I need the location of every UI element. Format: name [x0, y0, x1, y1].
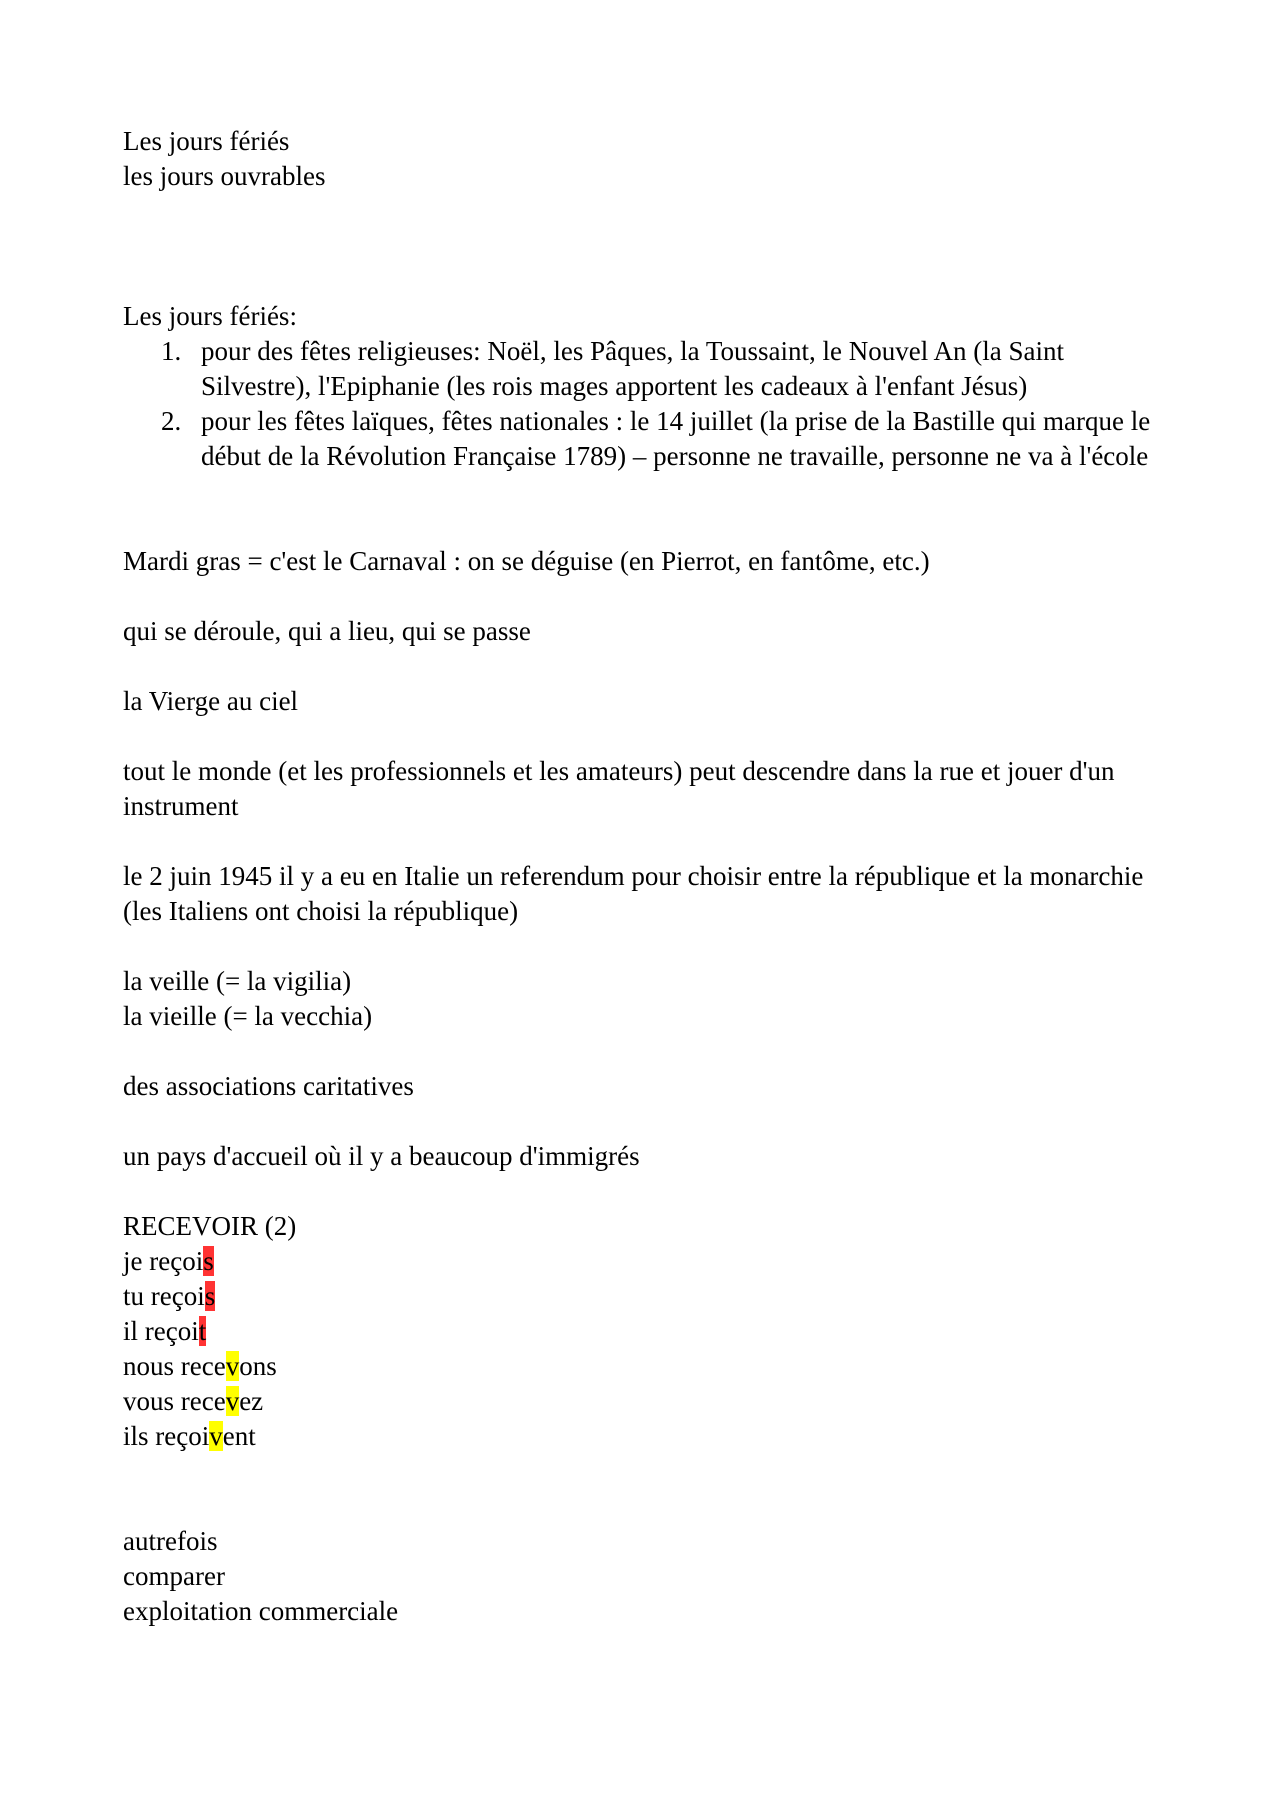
list-item: [161, 404, 1163, 474]
ending-highlight: s: [203, 1246, 214, 1276]
conjugation-letter: i: [195, 1246, 204, 1276]
spacer: [123, 649, 1163, 684]
referendum-paragraph: le 2 juin 1945 il y a eu en Italie un referendum pour choisir entre la république et la monarchie (les Italiens ont choisi la république): [123, 861, 1151, 926]
vierge-line: la Vierge au ciel: [123, 686, 299, 716]
holidays-list: [123, 334, 1163, 474]
conjugation-tu: [123, 1279, 1163, 1314]
vocab-item: exploitation commerciale: [123, 1596, 399, 1626]
list-item-number: 1.: [161, 336, 182, 366]
tout-le-monde-paragraph: tout le monde (et les professionnels et les amateurs) peut descendre dans la rue et jouer d'un instrument: [123, 756, 1122, 821]
conjugation-vous: [123, 1384, 1163, 1419]
conjugation-stem: nous rece: [123, 1351, 226, 1381]
spacer: [123, 474, 1163, 544]
list-item-text: pour les fêtes laïques, fêtes nationales : le 14 juillet (la prise de la Bastille qui marque le début de la Révolution Française 1789) – personne ne travaille, personne ne va à l'école: [201, 406, 1151, 471]
conjugation-letter: i: [197, 1281, 205, 1311]
spacer: [123, 1104, 1163, 1139]
stem-highlight: v: [225, 1386, 240, 1416]
conjugation-stem: je reço: [123, 1246, 196, 1276]
holidays-heading: Les jours fériés:: [123, 301, 297, 331]
conjugation-nous: [123, 1349, 1163, 1384]
list-item-text: pour des fêtes religieuses: Noël, les Pâques, la Toussaint, le Nouvel An (la Saint Silvestre), l'Epiphanie (les rois mages apportent les cadeaux à l'enfant Jésus): [201, 336, 1064, 401]
conjugation-stem: ils reçoi: [123, 1421, 210, 1451]
list-item-number: 2.: [161, 406, 182, 436]
vocab-item: comparer: [123, 1561, 225, 1591]
vieille-line: la vieille (= la vecchia): [123, 1001, 373, 1031]
spacer: [123, 579, 1163, 614]
spacer: [123, 719, 1163, 754]
stem-highlight: v: [225, 1351, 240, 1381]
vocab-item: autrefois: [123, 1526, 218, 1556]
conjugation-ils: [123, 1419, 1163, 1454]
title-line-2: les jours ouvrables: [123, 161, 326, 191]
ending-highlight: t: [198, 1316, 207, 1346]
conjugation-il: [123, 1314, 1163, 1349]
stem-highlight: v: [209, 1421, 223, 1451]
conjugation-stem: vous rece: [123, 1386, 226, 1416]
conjugation-ending: ons: [239, 1351, 277, 1381]
pays-accueil-line: un pays d'accueil où il y a beaucoup d'immigrés: [123, 1141, 640, 1171]
conjugation-ending: ez: [239, 1386, 264, 1416]
conjugation-stem: il reçoi: [123, 1316, 199, 1346]
deroule-line: qui se déroule, qui a lieu, qui se passe: [123, 616, 531, 646]
mardi-gras-line: Mardi gras = c'est le Carnaval : on se déguise (en Pierrot, en fantôme, etc.): [123, 546, 930, 576]
conjugation-stem: tu reço: [123, 1281, 198, 1311]
spacer: [123, 1174, 1163, 1209]
spacer: [123, 929, 1163, 964]
list-item: [161, 334, 1163, 404]
title-line-1: Les jours fériés: [123, 126, 290, 156]
conjugation-ending: ent: [222, 1421, 256, 1451]
document-body: [123, 124, 1163, 1629]
spacer: [123, 1034, 1163, 1069]
veille-line: la veille (= la vigilia): [123, 966, 352, 996]
recevoir-heading: RECEVOIR (2): [123, 1211, 297, 1241]
ending-highlight: s: [204, 1281, 216, 1311]
associations-line: des associations caritatives: [123, 1071, 414, 1101]
spacer: [123, 1454, 1163, 1524]
spacer: [123, 824, 1163, 859]
conjugation-je: [123, 1244, 1163, 1279]
spacer: [123, 194, 1163, 299]
